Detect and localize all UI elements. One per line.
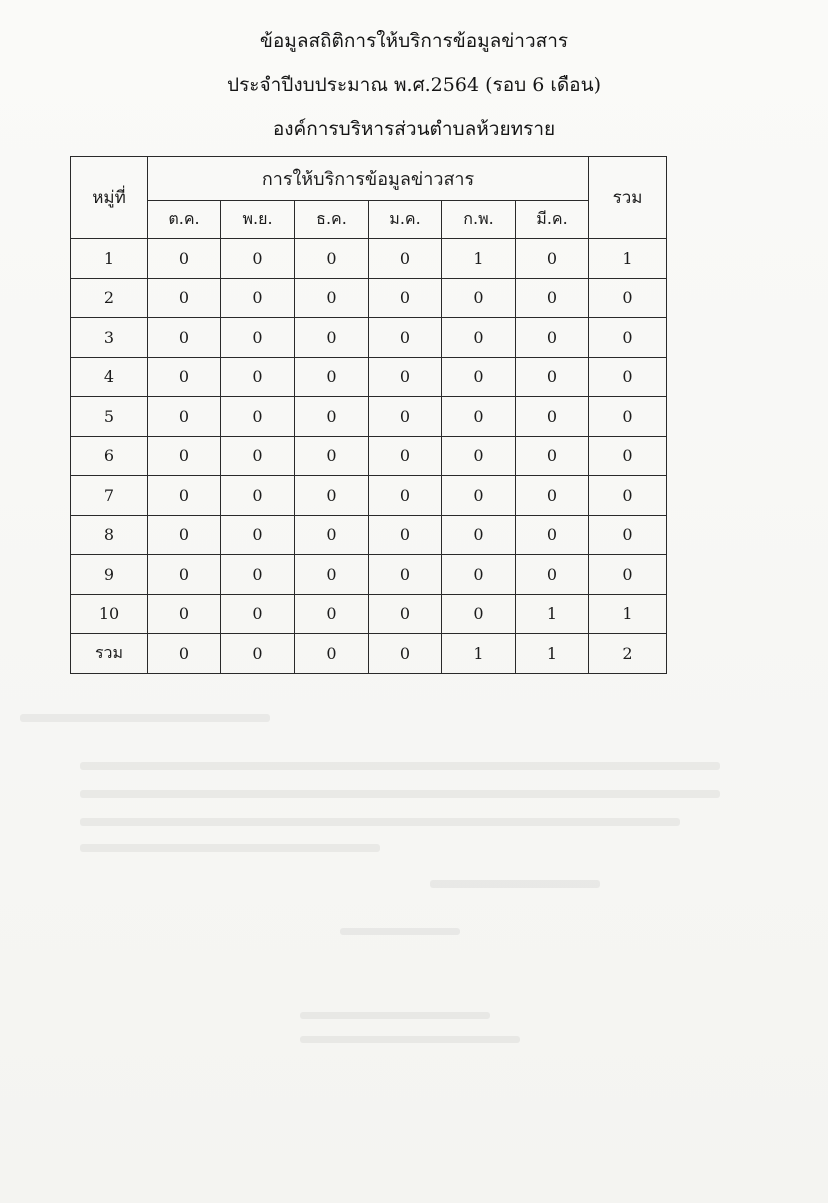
month-count-cell: 0 [295, 278, 369, 318]
month-count-cell: 1 [442, 239, 516, 279]
row-total-cell: 1 [589, 239, 667, 279]
village-number-cell: 3 [71, 318, 148, 358]
month-total-cell: 0 [369, 634, 442, 674]
month-count-cell: 0 [442, 278, 516, 318]
village-number-cell: 10 [71, 594, 148, 634]
table-row [71, 397, 667, 437]
month-count-cell: 0 [221, 594, 295, 634]
month-count-cell: 0 [295, 397, 369, 437]
village-column-header: หมู่ที่ [71, 157, 148, 239]
month-count-cell: 0 [516, 476, 589, 516]
month-count-cell: 0 [516, 397, 589, 437]
month-count-cell: 0 [369, 239, 442, 279]
month-count-cell: 0 [295, 594, 369, 634]
row-total-cell: 0 [589, 278, 667, 318]
total-row-label: รวม [71, 634, 148, 674]
month-count-cell: 0 [148, 555, 221, 595]
total-column-header: รวม [589, 157, 667, 239]
month-count-cell: 0 [295, 357, 369, 397]
month-header-row [71, 201, 667, 239]
village-number-cell: 6 [71, 436, 148, 476]
month-total-cell: 1 [516, 634, 589, 674]
month-count-cell: 0 [369, 515, 442, 555]
month-count-cell: 0 [516, 436, 589, 476]
row-total-cell: 0 [589, 318, 667, 358]
month-count-cell: 0 [148, 318, 221, 358]
bleed-through-mark [80, 762, 720, 770]
month-count-cell: 0 [516, 357, 589, 397]
month-count-cell: 0 [148, 239, 221, 279]
month-count-cell: 0 [148, 278, 221, 318]
month-header: ธ.ค. [295, 201, 369, 239]
table-row [71, 515, 667, 555]
document-header [0, 30, 828, 140]
month-count-cell: 0 [148, 436, 221, 476]
month-count-cell: 0 [148, 397, 221, 437]
grand-total-cell: 2 [589, 634, 667, 674]
village-number-cell: 8 [71, 515, 148, 555]
month-count-cell: 0 [221, 397, 295, 437]
document-title: ข้อมูลสถิติการให้บริการข้อมูลข่าวสาร [259, 30, 569, 52]
village-number-cell: 2 [71, 278, 148, 318]
month-count-cell: 0 [442, 555, 516, 595]
bleed-through-mark [340, 928, 460, 935]
month-header: พ.ย. [221, 201, 295, 239]
month-count-cell: 0 [148, 476, 221, 516]
table-body [71, 239, 667, 674]
village-number-cell: 4 [71, 357, 148, 397]
bleed-through-mark [20, 714, 270, 722]
bleed-through-mark [80, 844, 380, 852]
month-count-cell: 0 [148, 357, 221, 397]
month-count-cell: 0 [516, 555, 589, 595]
month-total-cell: 0 [221, 634, 295, 674]
month-count-cell: 0 [295, 555, 369, 595]
month-count-cell: 0 [295, 476, 369, 516]
month-count-cell: 0 [369, 397, 442, 437]
table-row [71, 239, 667, 279]
month-header: ต.ค. [148, 201, 221, 239]
month-count-cell: 0 [516, 318, 589, 358]
month-count-cell: 0 [516, 278, 589, 318]
table-row [71, 555, 667, 595]
month-header: ม.ค. [369, 201, 442, 239]
month-count-cell: 0 [221, 436, 295, 476]
table-row [71, 278, 667, 318]
month-count-cell: 0 [295, 318, 369, 358]
month-count-cell: 0 [369, 594, 442, 634]
month-count-cell: 0 [221, 239, 295, 279]
month-total-cell: 1 [442, 634, 516, 674]
month-count-cell: 0 [148, 515, 221, 555]
row-total-cell: 0 [589, 397, 667, 437]
month-total-cell: 0 [295, 634, 369, 674]
month-count-cell: 0 [221, 278, 295, 318]
month-count-cell: 0 [442, 476, 516, 516]
row-total-cell: 0 [589, 515, 667, 555]
month-count-cell: 0 [221, 476, 295, 516]
row-total-cell: 0 [589, 357, 667, 397]
table-row [71, 357, 667, 397]
month-count-cell: 0 [442, 594, 516, 634]
month-count-cell: 0 [442, 318, 516, 358]
month-count-cell: 0 [369, 476, 442, 516]
table-row [71, 436, 667, 476]
month-count-cell: 0 [221, 357, 295, 397]
month-count-cell: 0 [516, 239, 589, 279]
bleed-through-mark [430, 880, 600, 888]
month-count-cell: 0 [369, 555, 442, 595]
village-number-cell: 1 [71, 239, 148, 279]
month-count-cell: 0 [442, 436, 516, 476]
month-count-cell: 0 [442, 397, 516, 437]
month-count-cell: 0 [369, 318, 442, 358]
month-header: มี.ค. [516, 201, 589, 239]
month-count-cell: 0 [221, 555, 295, 595]
month-count-cell: 0 [148, 594, 221, 634]
month-count-cell: 0 [295, 436, 369, 476]
month-header: ก.พ. [442, 201, 516, 239]
month-count-cell: 0 [221, 515, 295, 555]
month-count-cell: 0 [516, 515, 589, 555]
fiscal-year-subtitle: ประจำปีงบประมาณ พ.ศ.2564 (รอบ 6 เดือน) [227, 74, 601, 96]
table-row [71, 318, 667, 358]
month-count-cell: 0 [369, 357, 442, 397]
month-total-cell: 0 [148, 634, 221, 674]
village-number-cell: 7 [71, 476, 148, 516]
row-total-cell: 0 [589, 436, 667, 476]
organization-name: องค์การบริหารส่วนตำบลห้วยทราย [272, 118, 556, 140]
village-number-cell: 5 [71, 397, 148, 437]
month-count-cell: 0 [295, 515, 369, 555]
bleed-through-mark [80, 790, 720, 798]
bleed-through-mark [300, 1012, 490, 1019]
service-group-header: การให้บริการข้อมูลข่าวสาร [148, 157, 589, 201]
row-total-cell: 1 [589, 594, 667, 634]
month-count-cell: 0 [442, 515, 516, 555]
bleed-through-mark [300, 1036, 520, 1043]
table-row [71, 594, 667, 634]
table-row [71, 476, 667, 516]
month-count-cell: 0 [221, 318, 295, 358]
month-count-cell: 0 [369, 436, 442, 476]
service-statistics-table [70, 156, 667, 674]
row-total-cell: 0 [589, 476, 667, 516]
row-total-cell: 0 [589, 555, 667, 595]
month-count-cell: 1 [516, 594, 589, 634]
bleed-through-mark [80, 818, 680, 826]
table-total-row [71, 634, 667, 674]
village-number-cell: 9 [71, 555, 148, 595]
month-count-cell: 0 [295, 239, 369, 279]
month-count-cell: 0 [369, 278, 442, 318]
month-count-cell: 0 [442, 357, 516, 397]
